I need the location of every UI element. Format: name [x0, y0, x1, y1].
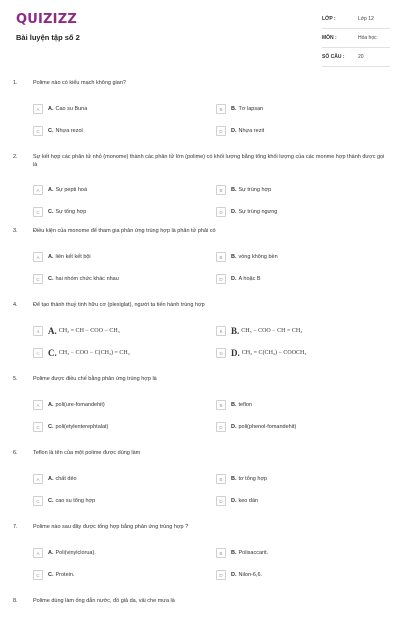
- option-letter: B.: [231, 476, 237, 482]
- option-key-box: C: [33, 207, 43, 217]
- option-c[interactable]: [33, 274, 216, 284]
- option-d[interactable]: [216, 422, 388, 432]
- option-row: [33, 320, 388, 342]
- option-text: liên kết kết bội: [55, 254, 91, 260]
- option-text: hai nhóm chức khác nhau: [55, 276, 119, 282]
- option-text: CH₂ = CH − COO − CH₃: [58, 328, 120, 334]
- option-letter: D.: [231, 276, 237, 282]
- option-d[interactable]: [216, 207, 388, 217]
- option-key-box: B: [216, 104, 226, 114]
- option-letter: A.: [48, 402, 54, 408]
- option-a[interactable]: [33, 400, 216, 410]
- option-key-box: A: [33, 548, 43, 558]
- option-text: poli(phenol-fomandehit): [238, 424, 297, 430]
- option-row: [33, 564, 388, 586]
- option-key-box: B: [216, 400, 226, 410]
- option-b[interactable]: [216, 474, 388, 484]
- option-key-box: A: [33, 474, 43, 484]
- option-c[interactable]: [33, 570, 216, 580]
- option-key-box: C: [33, 422, 43, 432]
- option-key-box: A: [33, 252, 43, 262]
- option-key-box: B: [216, 474, 226, 484]
- options: [33, 179, 388, 223]
- option-b[interactable]: [216, 326, 388, 336]
- question-text: Polime dùng làm ống dẫn nước, đồ giả da, vải che mưa là: [33, 598, 175, 604]
- option-row: [33, 179, 388, 201]
- question-number: 3.: [13, 228, 18, 234]
- question-text: Polime nào sau đây được tổng hợp bằng phản ứng trùng hợp ?: [33, 524, 189, 530]
- meta-label: LỚP :: [322, 16, 336, 22]
- option-key-box: C: [33, 348, 43, 358]
- meta-row-count: [322, 48, 390, 67]
- option-key-box: B: [216, 326, 226, 336]
- options: [33, 468, 388, 512]
- option-key-box: D: [216, 422, 226, 432]
- question-text: Polime nào có kiểu mạch không gian?: [33, 80, 126, 86]
- options: [33, 320, 388, 364]
- option-key-box: A: [33, 400, 43, 410]
- option-a[interactable]: [33, 104, 216, 114]
- question-2: [0, 154, 400, 228]
- option-c[interactable]: [33, 348, 216, 358]
- option-text: Tơ lapsan: [238, 106, 264, 112]
- option-key-box: D: [216, 570, 226, 580]
- option-d[interactable]: [216, 274, 388, 284]
- question-number: 2.: [13, 154, 18, 160]
- option-row: [33, 201, 388, 223]
- meta-value: 20: [358, 54, 364, 60]
- option-text: A hoặc B: [238, 276, 261, 282]
- option-text: chất dẻo: [55, 476, 77, 482]
- option-text: Cao su Buna: [55, 106, 88, 112]
- option-letter: A.: [48, 187, 54, 193]
- options: [33, 98, 388, 142]
- option-text: CH₃ − COO − C(CH₃) = CH₂: [58, 350, 130, 356]
- option-d[interactable]: [216, 348, 388, 358]
- option-letter: B.: [231, 254, 237, 260]
- option-row: [33, 490, 388, 512]
- question-number: 5.: [13, 376, 18, 382]
- option-b[interactable]: [216, 104, 388, 114]
- question-text: Để tạo thành thuỷ tinh hữu cơ (plexiglat), người ta tiến hành trùng hợp: [33, 302, 205, 308]
- question-number: 1.: [13, 80, 18, 86]
- option-text: Sự trùng hợp: [238, 187, 272, 193]
- option-text: CH₃ − COO − CH = CH₂: [241, 328, 303, 334]
- option-key-box: C: [33, 496, 43, 506]
- option-text: Nhựa rezol: [55, 128, 83, 134]
- option-letter: D.: [231, 128, 237, 134]
- option-key-box: D: [216, 348, 226, 358]
- option-key-box: A: [33, 104, 43, 114]
- meta-row-subject: [322, 29, 390, 48]
- option-d[interactable]: [216, 126, 388, 136]
- question-number: 4.: [13, 302, 18, 308]
- option-text: Protein.: [55, 572, 75, 578]
- option-a[interactable]: [33, 185, 216, 195]
- option-row: [33, 120, 388, 142]
- option-key-box: B: [216, 185, 226, 195]
- option-letter: C.: [48, 128, 54, 134]
- option-letter: C.: [48, 424, 54, 430]
- option-b[interactable]: [216, 400, 388, 410]
- option-text: vòng không bền: [238, 254, 278, 260]
- option-letter: A.: [48, 106, 54, 112]
- option-b[interactable]: [216, 252, 388, 262]
- question-text: Sự kết hợp các phân tử nhỏ (monome) thành các phân tử lớn (polime) có khối lượng bằng tổng khối lượng của các monme hợp thành được gọi là: [33, 154, 385, 168]
- meta-info: [322, 10, 390, 67]
- option-letter: D.: [231, 572, 237, 578]
- question-1: [0, 80, 400, 154]
- option-d[interactable]: [216, 570, 388, 580]
- option-text: teflon: [238, 402, 252, 408]
- question-6: [0, 450, 400, 524]
- option-text: cao su tổng hợp: [55, 498, 96, 504]
- option-letter: B.: [231, 326, 240, 336]
- option-text: CH₂ = C(CH₃) − COOCH₃: [241, 350, 307, 356]
- option-b[interactable]: [216, 548, 388, 558]
- option-letter: D.: [231, 209, 237, 215]
- meta-label: MÔN :: [322, 35, 337, 41]
- option-key-box: D: [216, 207, 226, 217]
- question-text: Polime được điều chế bằng phản ứng trùng hợp là: [33, 376, 157, 382]
- option-text: Sự trùng ngưng: [238, 209, 278, 215]
- option-b[interactable]: [216, 185, 388, 195]
- option-row: [33, 268, 388, 290]
- option-row: [33, 342, 388, 364]
- option-key-box: D: [216, 496, 226, 506]
- option-c[interactable]: [33, 496, 216, 506]
- question-5: [0, 376, 400, 450]
- option-letter: D.: [231, 424, 237, 430]
- option-key-box: B: [216, 548, 226, 558]
- option-a[interactable]: [33, 548, 216, 558]
- option-row: [33, 416, 388, 438]
- options: [33, 246, 388, 290]
- option-key-box: C: [33, 126, 43, 136]
- option-letter: D.: [231, 498, 237, 504]
- option-text: Nilon-6,6.: [238, 572, 263, 578]
- option-letter: C.: [48, 276, 54, 282]
- option-row: [33, 246, 388, 268]
- option-letter: B.: [231, 187, 237, 193]
- option-c[interactable]: [33, 207, 216, 217]
- question-3: [0, 228, 400, 302]
- option-key-box: C: [33, 570, 43, 580]
- quizizz-logo: QUIZIZZ: [16, 12, 77, 27]
- option-text: Sự pepti hoá: [55, 187, 88, 193]
- meta-row-grade: [322, 10, 390, 29]
- option-letter: C.: [48, 348, 57, 358]
- option-key-box: C: [33, 274, 43, 284]
- option-letter: A.: [48, 476, 54, 482]
- option-text: Polisaccarit.: [238, 550, 269, 556]
- question-text: Teflon là tên của một polime được dùng làm: [33, 450, 141, 456]
- option-text: tơ tổng hợp: [238, 476, 268, 482]
- option-letter: B.: [231, 106, 237, 112]
- option-letter: B.: [231, 550, 237, 556]
- option-text: poli(etylenterephtalat): [55, 424, 109, 430]
- option-letter: B.: [231, 402, 237, 408]
- option-text: Sự tổng hợp: [55, 209, 87, 215]
- meta-value: Lớp 12: [358, 16, 374, 22]
- option-letter: A.: [48, 550, 54, 556]
- question-list: [0, 80, 400, 618]
- option-c[interactable]: [33, 422, 216, 432]
- option-row: [33, 542, 388, 564]
- question-number: 6.: [13, 450, 18, 456]
- option-letter: A.: [48, 254, 54, 260]
- option-c[interactable]: [33, 126, 216, 136]
- question-8: [0, 598, 400, 618]
- option-a[interactable]: [33, 252, 216, 262]
- option-letter: C.: [48, 572, 54, 578]
- option-letter: A.: [48, 326, 57, 336]
- option-letter: D.: [231, 348, 240, 358]
- option-row: [33, 98, 388, 120]
- option-text: Nhựa rezit: [238, 128, 265, 134]
- option-a[interactable]: [33, 474, 216, 484]
- question-7: [0, 524, 400, 598]
- option-d[interactable]: [216, 496, 388, 506]
- option-text: keo dán: [238, 498, 259, 504]
- question-4: [0, 302, 400, 376]
- option-key-box: D: [216, 274, 226, 284]
- option-letter: C.: [48, 209, 54, 215]
- option-text: poli(ure-fomandehit): [55, 402, 105, 408]
- option-text: Poli(vinylclorua).: [55, 550, 96, 556]
- options: [33, 542, 388, 586]
- option-row: [33, 468, 388, 490]
- question-number: 7.: [13, 524, 18, 530]
- option-letter: C.: [48, 498, 54, 504]
- option-key-box: A: [33, 185, 43, 195]
- option-key-box: D: [216, 126, 226, 136]
- option-key-box: B: [216, 252, 226, 262]
- meta-label: SỐ CÂU :: [322, 54, 345, 60]
- question-text: Điều kiện của monome để tham gia phản ứng trùng hợp là phân tử phải có: [33, 228, 216, 234]
- option-a[interactable]: [33, 326, 216, 336]
- page-title: Bài luyện tập số 2: [16, 33, 80, 42]
- question-number: 8.: [13, 598, 18, 604]
- option-row: [33, 394, 388, 416]
- meta-value: Hóa học: [358, 35, 377, 41]
- options: [33, 394, 388, 438]
- option-key-box: A: [33, 326, 43, 336]
